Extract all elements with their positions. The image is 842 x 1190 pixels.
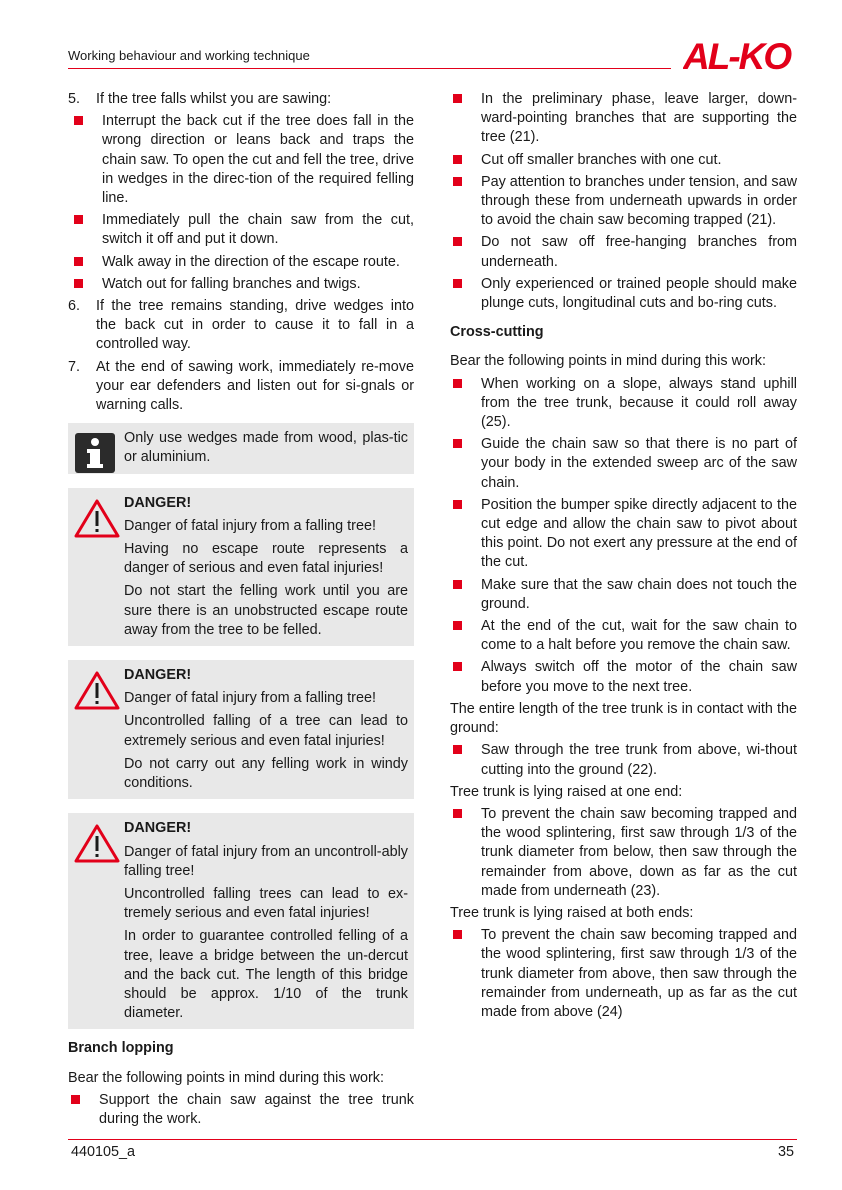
list-item: Immediately pull the chain saw from the cut, switch it off and put it down. [71, 211, 414, 249]
warning-icon [74, 498, 120, 544]
list-item: Position the bumper spike directly adjacent to the cut edge and allow the chain saw to pivot about this point. Do not exert any pressure at the end of the cut. [450, 496, 797, 573]
danger-title: DANGER! [124, 494, 192, 511]
contact-intro: The entire length of the tree trunk is in contact with the ground: [450, 700, 797, 737]
danger-box-3: DANGER! Danger of fatal injury from an uncontroll-ably falling tree! Uncontrolled falling trees can lead to ex-tremely serious and even fatal injuries! In order to guarantee controlled felling of a tree, leave a bridge between the un-dercut and the back cut. The length of this bridge should be approx. 1/10 of the trunk diameter. [68, 813, 414, 1029]
footer-rule [68, 1139, 797, 1140]
left-column [68, 90, 414, 1132]
bullet-icon [453, 500, 462, 509]
bullet-icon [74, 215, 83, 224]
both-ends-intro: Tree trunk is lying raised at both ends: [450, 904, 694, 921]
bullet-icon [71, 1095, 80, 1104]
bullet-icon [453, 745, 462, 754]
bullet-icon [453, 621, 462, 630]
step-text: At the end of sawing work, immediately re-move your ear defenders and listen out for si-gnals or warning calls. [96, 358, 414, 414]
list-item: Walk away in the direction of the escape route. [71, 253, 414, 272]
step-text: If the tree remains standing, drive wedges into the back cut in order to cause it to fall in a controlled way. [96, 298, 414, 353]
alko-logo-icon [683, 40, 801, 72]
section-heading-branch-lopping: Branch lopping [68, 1040, 174, 1057]
list-item: Saw through the tree trunk from above, wi-thout cutting into the ground (22). [450, 741, 797, 779]
cross-intro: Bear the following points in mind during this work: [450, 353, 766, 370]
info-box [68, 423, 414, 473]
bullet-icon [74, 116, 83, 125]
list-item: Only experienced or trained people should make plunge cuts, longitudinal cuts and bo-ring cuts. [450, 275, 797, 313]
bullet-icon [453, 809, 462, 818]
step-number: 5. [68, 91, 81, 107]
bullet-icon [453, 177, 462, 186]
page-number: 35 [777, 1144, 794, 1160]
list-item: Make sure that the saw chain does not touch the ground. [450, 576, 797, 614]
warning-icon [74, 670, 120, 716]
section-heading-cross-cutting: Cross-cutting [450, 324, 544, 341]
list-item: To prevent the chain saw becoming trapped and the wood splintering, first saw through 1/3 of the trunk diameter from below, then saw through the remainder from above, down as far as the cut made from underneath (23). [450, 805, 797, 901]
list-item: Do not saw off free-hanging branches from underneath. [450, 233, 797, 271]
list-item: At the end of the cut, wait for the saw chain to come to a halt before you remove the chain saw. [450, 617, 797, 655]
step-5 [68, 90, 414, 109]
step-number: 7. [68, 358, 81, 375]
right-column [450, 90, 797, 1025]
danger-box-1: DANGER! Danger of fatal injury from a falling tree! Having no escape route represents a danger of serious and even fatal injuries! Do not start the felling work until you are sure there is an unobstructed escape route away from the tree to be felled. [68, 488, 414, 646]
danger-box-2: DANGER! Danger of fatal injury from a falling tree! Uncontrolled falling of a tree can lead to extremely serious and even fatal injuries! Do not carry out any felling work in windy conditions. [68, 660, 414, 799]
list-item: To prevent the chain saw becoming trapped and the wood splintering, first saw through 1/3 of the trunk diameter from above, then saw through the remainder from underneath, up as far as the cut made from above (24) [450, 926, 797, 1022]
bullet-icon [453, 379, 462, 388]
step-7 [68, 358, 414, 416]
list-item: Support the chain saw against the tree trunk during the work. [68, 1091, 414, 1129]
header-title: Working behaviour and working technique [68, 48, 310, 63]
list-item: Watch out for falling branches and twigs. [71, 275, 414, 294]
warning-icon [74, 823, 120, 869]
list-item: Guide the chain saw so that there is no part of your body in the extended sweep arc of the saw chain. [450, 435, 797, 493]
bullet-icon [453, 662, 462, 671]
header-rule [68, 68, 671, 69]
danger-title: DANGER! [124, 820, 192, 837]
brand-logo [683, 40, 801, 78]
step-number: 6. [68, 298, 81, 315]
step-text: If the tree falls whilst you are sawing: [96, 91, 332, 107]
bullet-icon [453, 930, 462, 939]
bullet-icon [453, 155, 462, 164]
bullet-icon [453, 439, 462, 448]
bullet-icon [453, 237, 462, 246]
branch-intro: Bear the following points in mind during this work: [68, 1069, 384, 1086]
bullet-icon [453, 94, 462, 103]
bullet-icon [74, 279, 83, 288]
list-item: Pay attention to branches under tension, and saw through these from underneath upwards in order to avoid the chain saw becoming trapped (21). [450, 173, 797, 231]
step-5-bullets [71, 112, 414, 294]
list-item: When working on a slope, always stand uphill from the tree trunk, because it could roll away (25). [450, 375, 797, 433]
list-item: Cut off smaller branches with one cut. [450, 151, 797, 170]
one-end-intro: Tree trunk is lying raised at one end: [450, 783, 683, 800]
step-6 [68, 297, 414, 355]
list-item: In the preliminary phase, leave larger, down-ward-pointing branches that are supporting the tree (21). [450, 90, 797, 148]
bullet-icon [453, 580, 462, 589]
svg-text:AL-KO: AL-KO [683, 40, 791, 72]
info-text: Only use wedges made from wood, plas-tic or aluminium. [124, 430, 408, 466]
list-item: Always switch off the motor of the chain saw before you move to the next tree. [450, 658, 797, 696]
bullet-icon [453, 279, 462, 288]
info-icon [74, 432, 116, 480]
bullet-icon [74, 257, 83, 266]
danger-title: DANGER! [124, 667, 192, 684]
list-item: Interrupt the back cut if the tree does fall in the wrong direction or leans back and traps the chain saw. To open the cut and fell the tree, drive in wedges in the direc-tion of the required felling line. [71, 112, 414, 208]
doc-number: 440105_a [71, 1144, 136, 1160]
